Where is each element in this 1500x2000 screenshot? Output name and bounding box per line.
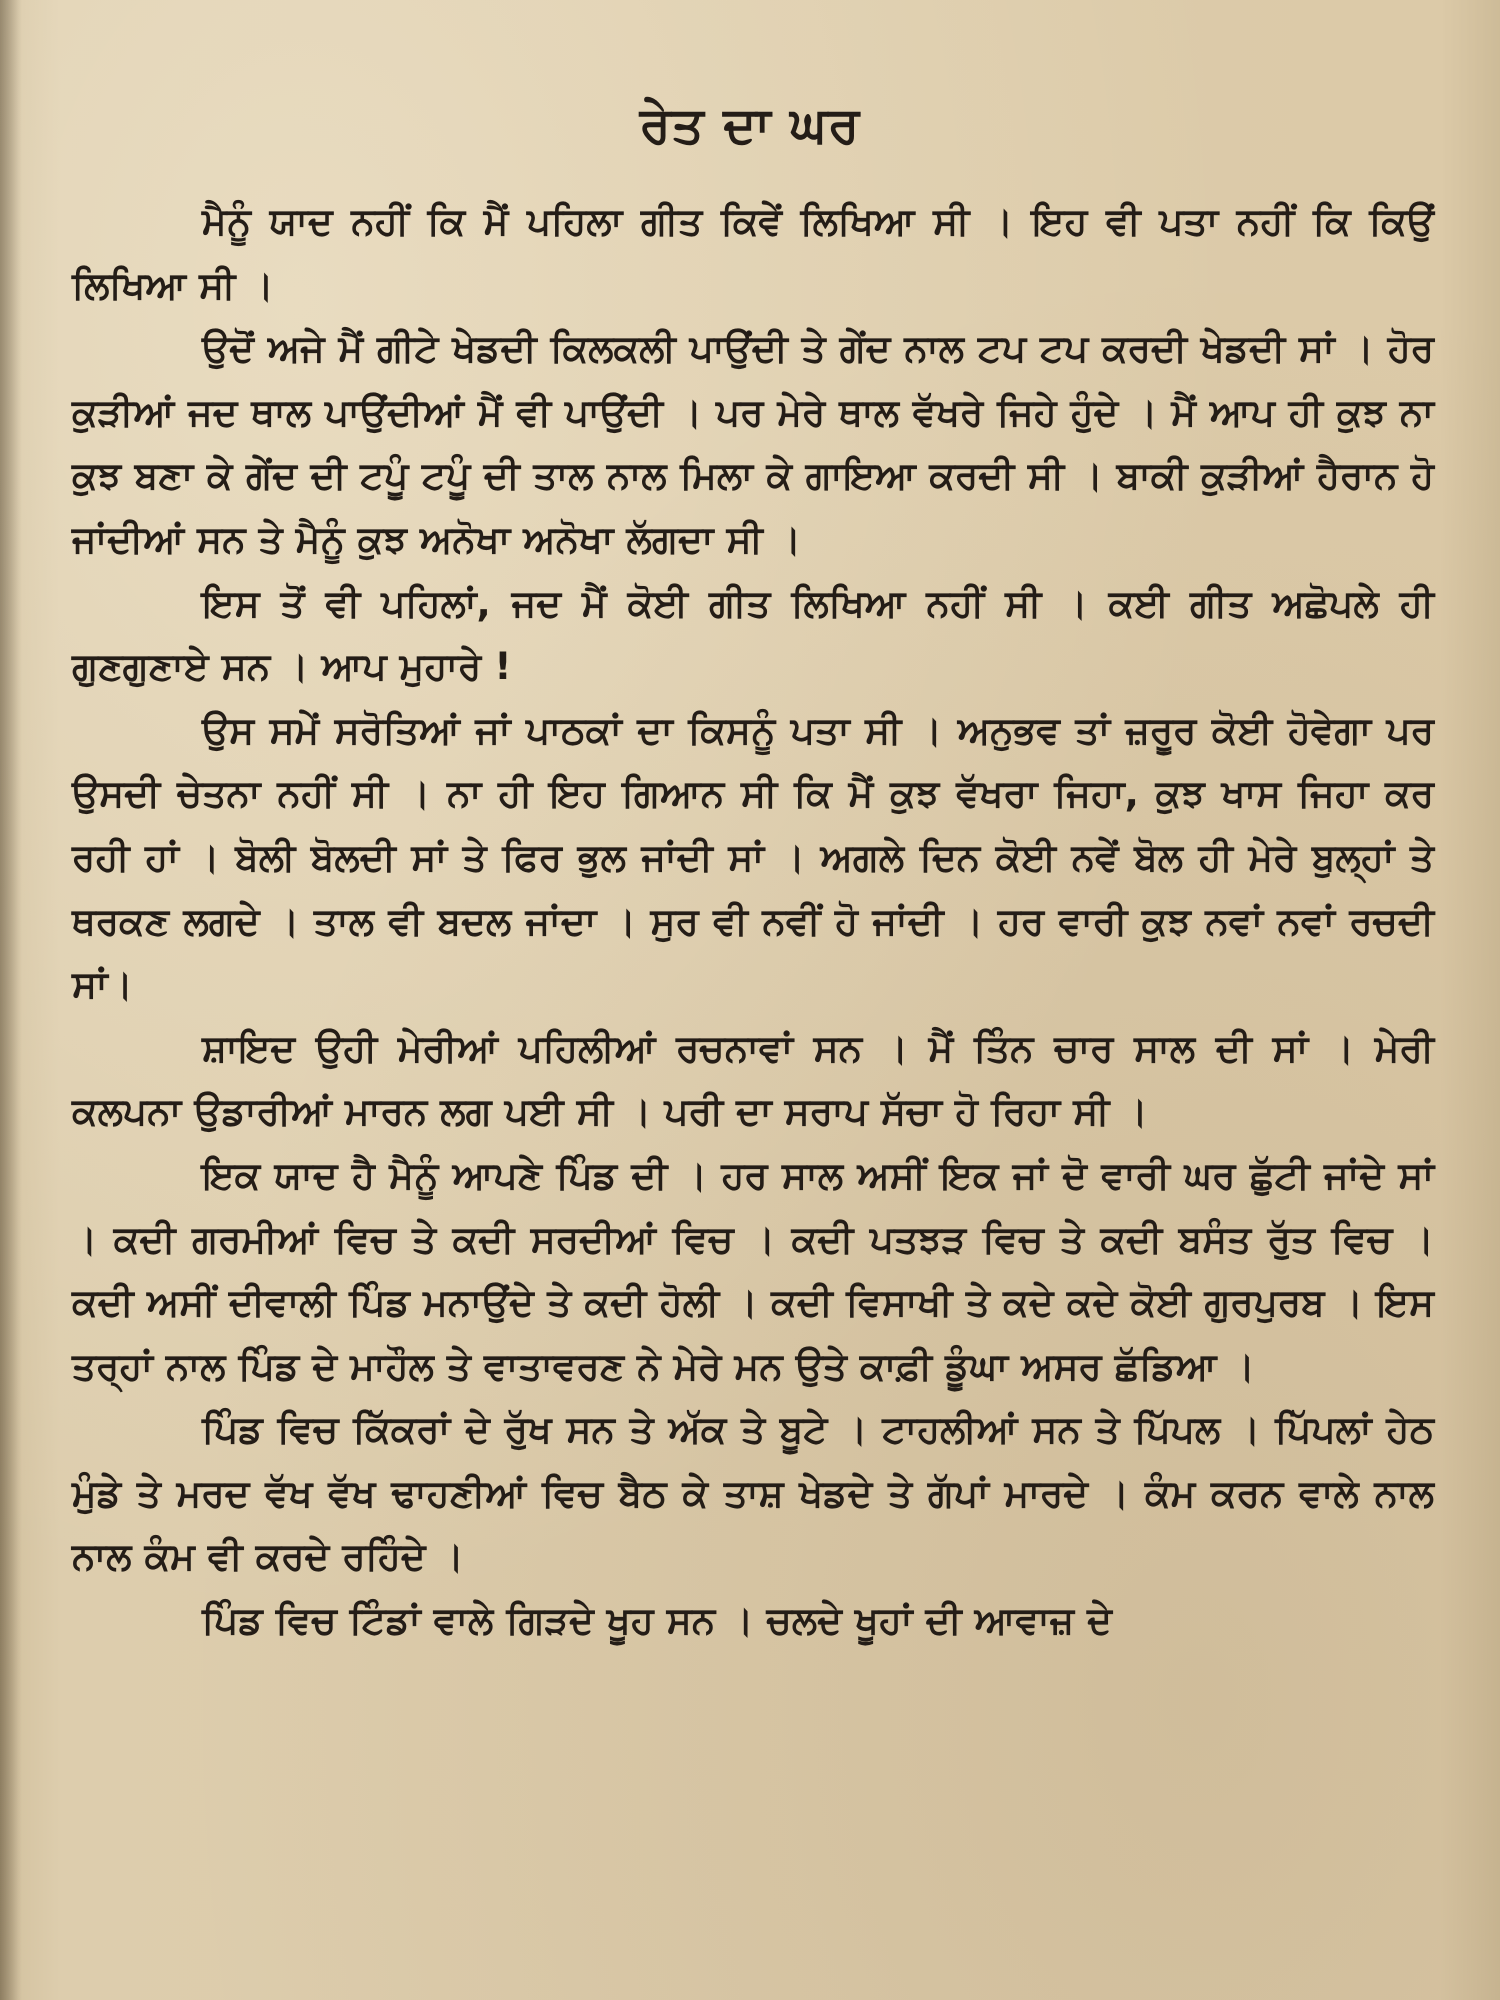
page-spine-shadow bbox=[0, 0, 22, 2000]
body-text bbox=[72, 190, 1434, 1653]
paragraph: ਸ਼ਾਇਦ ਉਹੀ ਮੇਰੀਆਂ ਪਹਿਲੀਆਂ ਰਚਨਾਵਾਂ ਸਨ । ਮੈਂ ਤਿੰਨ ਚਾਰ ਸਾਲ ਦੀ ਸਾਂ । ਮੇਰੀ ਕਲਪਨਾ ਉਡਾਰੀਆਂ ਮਾਰਨ ਲਗ ਪਈ ਸੀ । ਪਰੀ ਦਾ ਸਰਾਪ ਸੱਚਾ ਹੋ ਰਿਹਾ ਸੀ । bbox=[72, 1025, 1434, 1134]
paragraph: ਇਕ ਯਾਦ ਹੈ ਮੈਨੂੰ ਆਪਣੇ ਪਿੰਡ ਦੀ । ਹਰ ਸਾਲ ਅਸੀਂ ਇਕ ਜਾਂ ਦੋ ਵਾਰੀ ਘਰ ਛੁੱਟੀ ਜਾਂਦੇ ਸਾਂ । ਕਦੀ ਗਰਮੀਆਂ ਵਿਚ ਤੇ ਕਦੀ ਸਰਦੀਆਂ ਵਿਚ । ਕਦੀ ਪਤਝੜ ਵਿਚ ਤੇ ਕਦੀ ਬਸੰਤ ਰੁੱਤ ਵਿਚ । ਕਦੀ ਅਸੀਂ ਦੀਵਾਲੀ ਪਿੰਡ ਮਨਾਉਂਦੇ ਤੇ ਕਦੀ ਹੋਲੀ । ਕਦੀ ਵਿਸਾਖੀ ਤੇ ਕਦੇ ਕਦੇ ਕੋਈ ਗੁਰਪੁਰਬ । ਇਸ ਤਰ੍ਹਾਂ ਨਾਲ ਪਿੰਡ ਦੇ ਮਾਹੌਲ ਤੇ ਵਾਤਾਵਰਣ ਨੇ ਮੇਰੇ ਮਨ ਉਤੇ ਕਾਫ਼ੀ ਡੂੰਘਾ ਅਸਰ ਛੱਡਿਆ । bbox=[72, 1152, 1434, 1388]
paragraph: ਪਿੰਡ ਵਿਚ ਕਿੱਕਰਾਂ ਦੇ ਰੁੱਖ ਸਨ ਤੇ ਅੱਕ ਤੇ ਬੂਟੇ । ਟਾਹਲੀਆਂ ਸਨ ਤੇ ਪਿੱਪਲ । ਪਿੱਪਲਾਂ ਹੇਠ ਮੁੰਡੇ ਤੇ ਮਰਦ ਵੱਖ ਵੱਖ ਢਾਹਣੀਆਂ ਵਿਚ ਬੈਠ ਕੇ ਤਾਸ਼ ਖੇਡਦੇ ਤੇ ਗੱਪਾਂ ਮਾਰਦੇ । ਕੰਮ ਕਰਨ ਵਾਲੇ ਨਾਲ ਨਾਲ ਕੰਮ ਵੀ ਕਰਦੇ ਰਹਿੰਦੇ । bbox=[72, 1407, 1434, 1579]
chapter-title: ਰੇਤ ਦਾ ਘਰ bbox=[639, 95, 861, 154]
paragraph: ਇਸ ਤੋਂ ਵੀ ਪਹਿਲਾਂ, ਜਦ ਮੈਂ ਕੋਈ ਗੀਤ ਲਿਖਿਆ ਨਹੀਂ ਸੀ । ਕਈ ਗੀਤ ਅਛੋਪਲੇ ਹੀ ਗੁਣਗੁਣਾਏ ਸਨ । ਆਪ ਮੁਹਾਰੇ ! bbox=[72, 580, 1434, 689]
paragraph: ਮੈਨੂੰ ਯਾਦ ਨਹੀਂ ਕਿ ਮੈਂ ਪਹਿਲਾ ਗੀਤ ਕਿਵੇਂ ਲਿਖਿਆ ਸੀ । ਇਹ ਵੀ ਪਤਾ ਨਹੀਂ ਕਿ ਕਿਉਂ ਲਿਖਿਆ ਸੀ । bbox=[72, 199, 1434, 307]
paragraph: ਉਦੋਂ ਅਜੇ ਮੈਂ ਗੀਟੇ ਖੇਡਦੀ ਕਿਲਕਲੀ ਪਾਉਂਦੀ ਤੇ ਗੇਂਦ ਨਾਲ ਟਪ ਟਪ ਕਰਦੀ ਖੇਡਦੀ ਸਾਂ । ਹੋਰ ਕੁੜੀਆਂ ਜਦ ਥਾਲ ਪਾਉਂਦੀਆਂ ਮੈਂ ਵੀ ਪਾਉਂਦੀ । ਪਰ ਮੇਰੇ ਥਾਲ ਵੱਖਰੇ ਜਿਹੇ ਹੁੰਦੇ । ਮੈਂ ਆਪ ਹੀ ਕੁਝ ਨਾ ਕੁਝ ਬਣਾ ਕੇ ਗੇਂਦ ਦੀ ਟਪੂੰ ਟਪੂੰ ਦੀ ਤਾਲ ਨਾਲ ਮਿਲਾ ਕੇ ਗਾਇਆ ਕਰਦੀ ਸੀ । ਬਾਕੀ ਕੁੜੀਆਂ ਹੈਰਾਨ ਹੋ ਜਾਂਦੀਆਂ ਸਨ ਤੇ ਮੈਨੂੰ ਕੁਝ ਅਨੋਖਾ ਅਨੋਖਾ ਲੱਗਦਾ ਸੀ । bbox=[72, 326, 1434, 561]
paragraph: ਪਿੰਡ ਵਿਚ ਟਿੰਡਾਂ ਵਾਲੇ ਗਿੜਦੇ ਖੂਹ ਸਨ । ਚਲਦੇ ਖੂਹਾਂ ਦੀ ਆਵਾਜ਼ ਦੇ bbox=[202, 1598, 1113, 1643]
paragraph: ਉਸ ਸਮੇਂ ਸਰੋਤਿਆਂ ਜਾਂ ਪਾਠਕਾਂ ਦਾ ਕਿਸਨੂੰ ਪਤਾ ਸੀ । ਅਨੁਭਵ ਤਾਂ ਜ਼ਰੂਰ ਕੋਈ ਹੋਵੇਗਾ ਪਰ ਉਸਦੀ ਚੇਤਨਾ ਨਹੀਂ ਸੀ । ਨਾ ਹੀ ਇਹ ਗਿਆਨ ਸੀ ਕਿ ਮੈਂ ਕੁਝ ਵੱਖਰਾ ਜਿਹਾ, ਕੁਝ ਖਾਸ ਜਿਹਾ ਕਰ ਰਹੀ ਹਾਂ । ਬੋਲੀ ਬੋਲਦੀ ਸਾਂ ਤੇ ਫਿਰ ਭੁਲ ਜਾਂਦੀ ਸਾਂ । ਅਗਲੇ ਦਿਨ ਕੋਈ ਨਵੇਂ ਬੋਲ ਹੀ ਮੇਰੇ ਬੁਲ੍ਹਾਂ ਤੇ ਥਰਕਣ ਲਗਦੇ । ਤਾਲ ਵੀ ਬਦਲ ਜਾਂਦਾ । ਸੁਰ ਵੀ ਨਵੀਂ ਹੋ ਜਾਂਦੀ । ਹਰ ਵਾਰੀ ਕੁਝ ਨਵਾਂ ਨਵਾਂ ਰਚਦੀ ਸਾਂ। bbox=[72, 707, 1434, 1007]
